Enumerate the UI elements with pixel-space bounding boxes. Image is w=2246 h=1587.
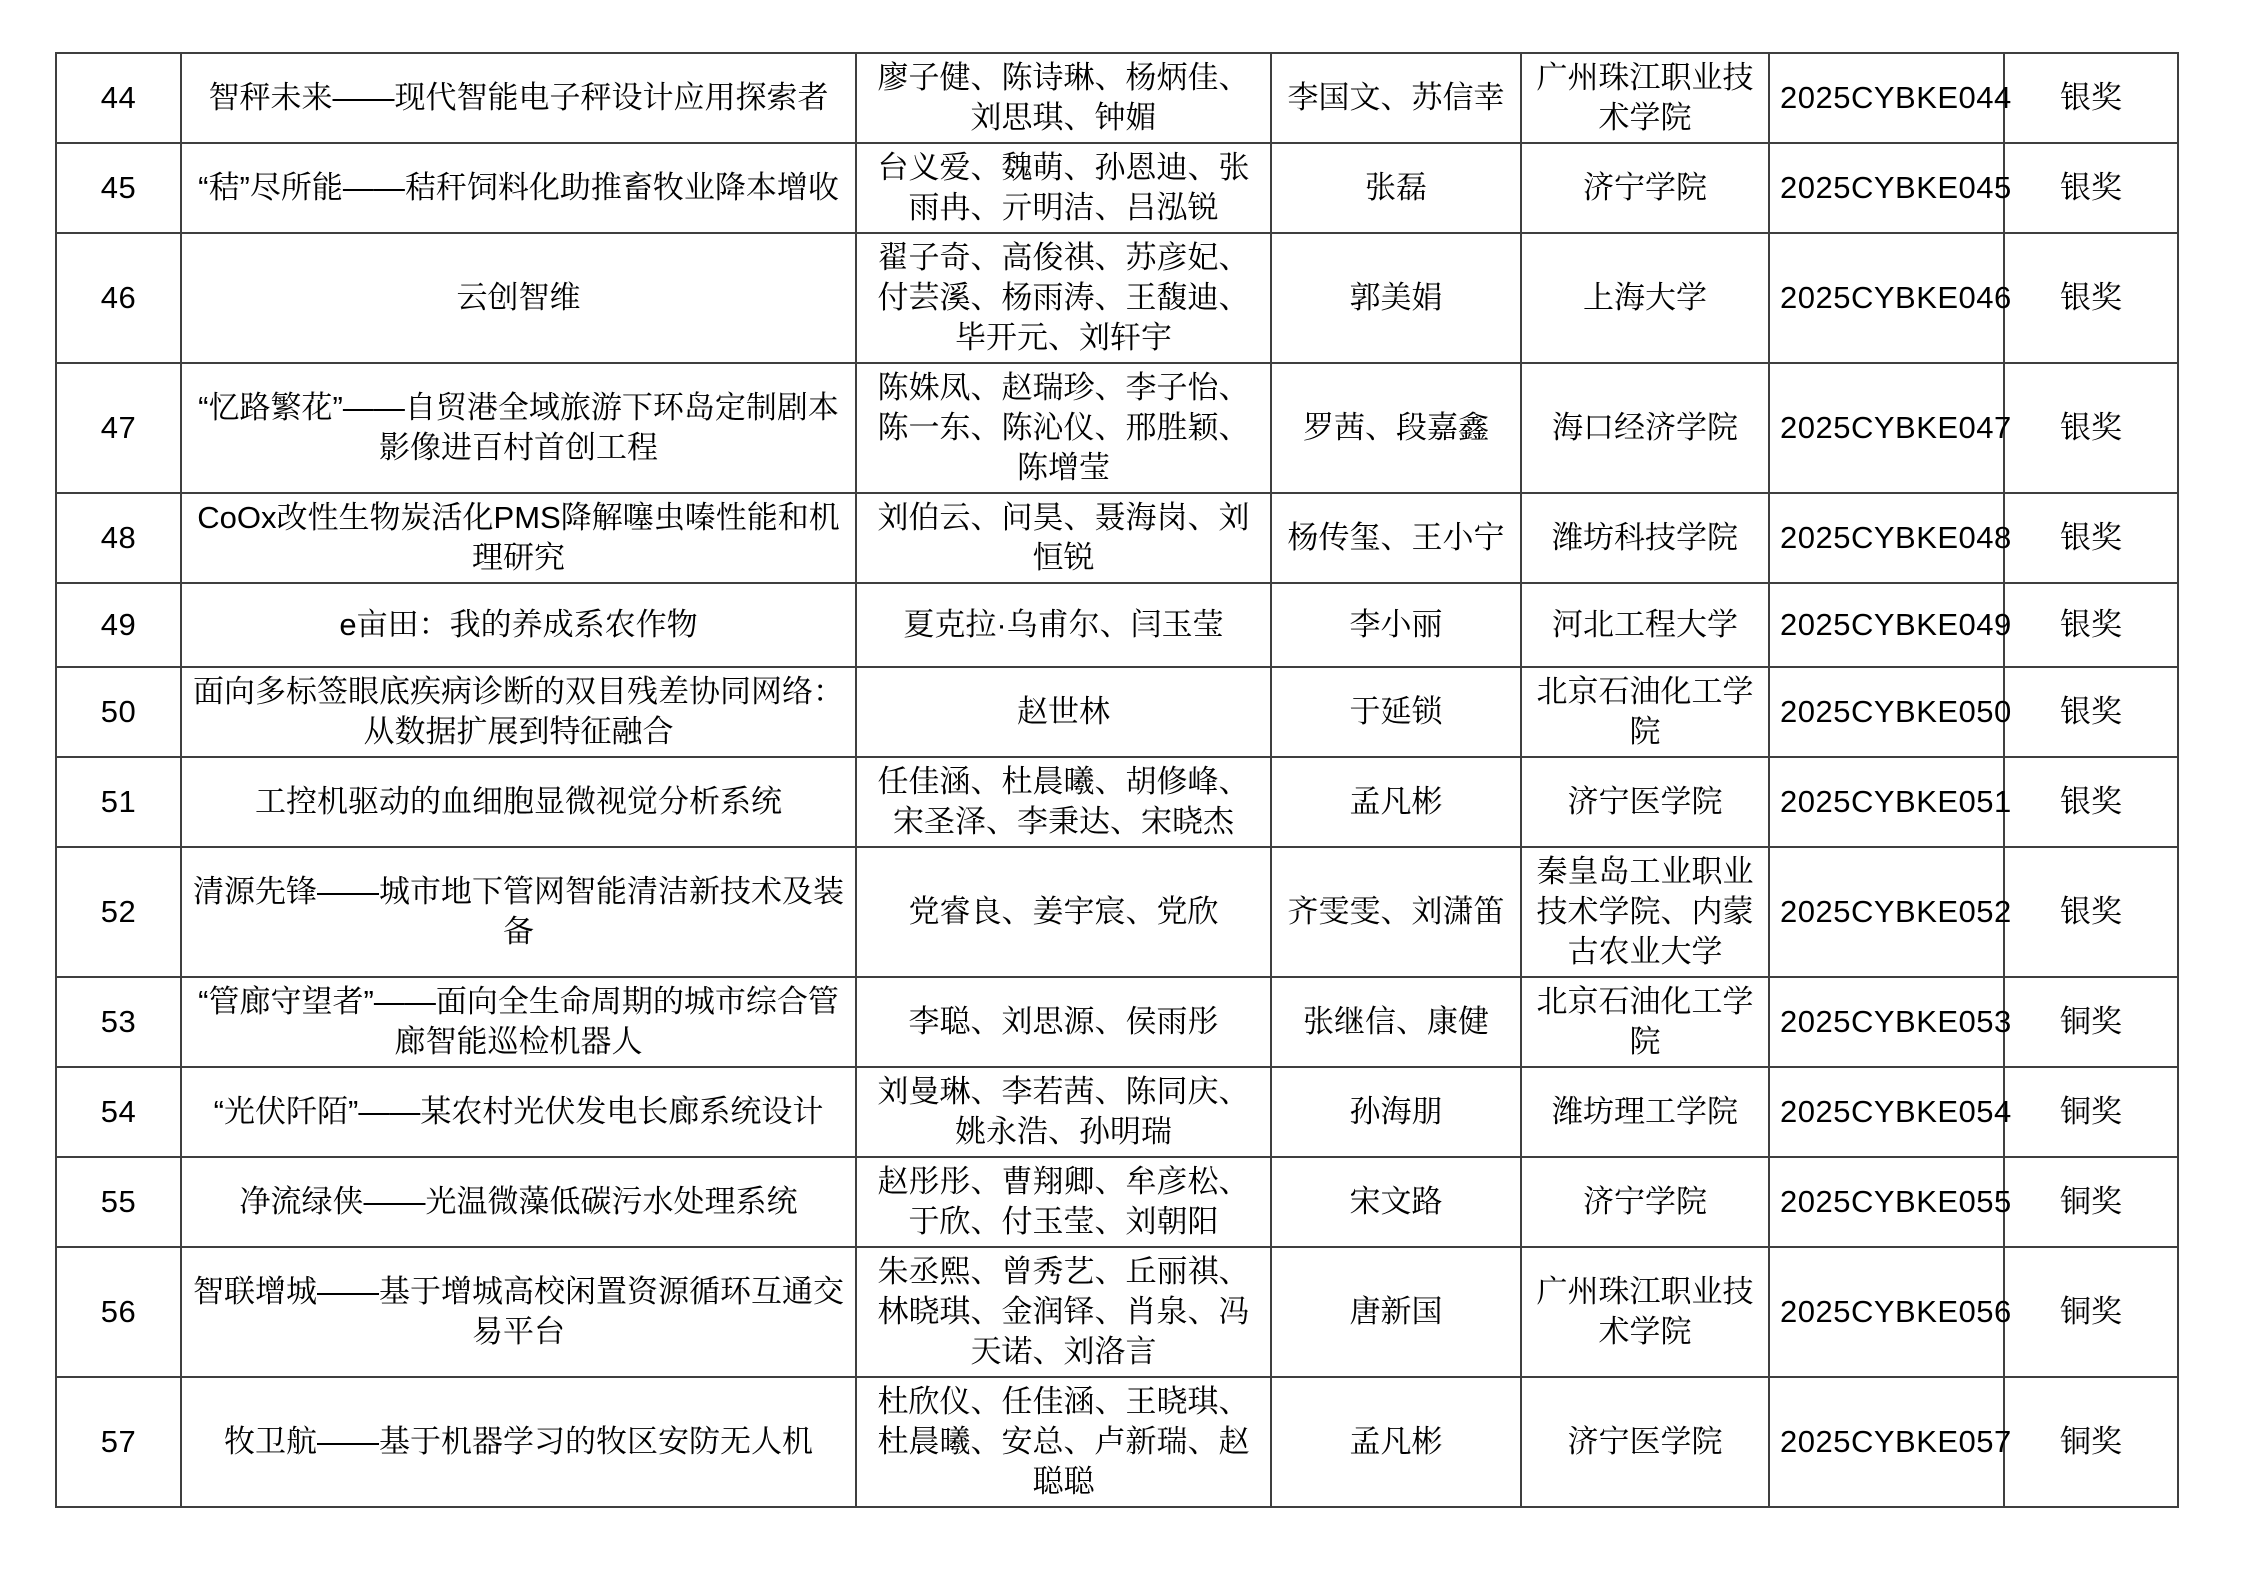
cell-award-level: 铜奖 xyxy=(2004,1067,2178,1157)
cell-school: 秦皇岛工业职业技术学院、内蒙古农业大学 xyxy=(1521,847,1769,977)
cell-advisors: 杨传玺、王小宁 xyxy=(1271,493,1521,583)
award-table xyxy=(55,52,2179,1508)
cell-award-level: 银奖 xyxy=(2004,667,2178,757)
cell-school: 河北工程大学 xyxy=(1521,583,1769,667)
cell-team-members: 翟子奇、高俊祺、苏彦妃、付芸溪、杨雨涛、王馥迪、毕开元、刘轩宇 xyxy=(856,233,1271,363)
cell-project-title: 云创智维 xyxy=(181,233,856,363)
cell-award-level: 银奖 xyxy=(2004,757,2178,847)
cell-project-code: 2025CYBKE050 xyxy=(1769,667,2004,757)
cell-award-level: 铜奖 xyxy=(2004,1247,2178,1377)
table-row xyxy=(56,847,2178,977)
cell-row-number: 55 xyxy=(56,1157,181,1247)
cell-award-level: 银奖 xyxy=(2004,363,2178,493)
cell-team-members: 刘伯云、问昊、聂海岗、刘恒锐 xyxy=(856,493,1271,583)
cell-project-title: CoOx改性生物炭活化PMS降解噻虫嗪性能和机理研究 xyxy=(181,493,856,583)
cell-team-members: 夏克拉·乌甫尔、闫玉莹 xyxy=(856,583,1271,667)
award-table-body xyxy=(56,53,2178,1507)
cell-project-title: 工控机驱动的血细胞显微视觉分析系统 xyxy=(181,757,856,847)
table-row xyxy=(56,757,2178,847)
table-row xyxy=(56,53,2178,143)
table-row xyxy=(56,233,2178,363)
table-row xyxy=(56,1377,2178,1507)
cell-project-title: “秸”尽所能——秸秆饲料化助推畜牧业降本增收 xyxy=(181,143,856,233)
cell-advisors: 于延锁 xyxy=(1271,667,1521,757)
cell-advisors: 郭美娟 xyxy=(1271,233,1521,363)
cell-school: 潍坊理工学院 xyxy=(1521,1067,1769,1157)
cell-school: 济宁医学院 xyxy=(1521,757,1769,847)
cell-school: 济宁学院 xyxy=(1521,1157,1769,1247)
cell-row-number: 54 xyxy=(56,1067,181,1157)
cell-team-members: 赵世林 xyxy=(856,667,1271,757)
cell-project-code: 2025CYBKE055 xyxy=(1769,1157,2004,1247)
table-row xyxy=(56,583,2178,667)
cell-project-title: 净流绿侠——光温微藻低碳污水处理系统 xyxy=(181,1157,856,1247)
cell-project-title: “光伏阡陌”——某农村光伏发电长廊系统设计 xyxy=(181,1067,856,1157)
cell-school: 济宁学院 xyxy=(1521,143,1769,233)
cell-team-members: 台义爱、魏萌、孙恩迪、张雨冉、亓明洁、吕泓锐 xyxy=(856,143,1271,233)
cell-advisors: 唐新国 xyxy=(1271,1247,1521,1377)
cell-project-code: 2025CYBKE053 xyxy=(1769,977,2004,1067)
cell-award-level: 银奖 xyxy=(2004,493,2178,583)
cell-advisors: 张继信、康健 xyxy=(1271,977,1521,1067)
cell-team-members: 陈姝凤、赵瑞珍、李子怡、陈一东、陈沁仪、邢胜颖、陈增莹 xyxy=(856,363,1271,493)
cell-project-code: 2025CYBKE047 xyxy=(1769,363,2004,493)
cell-row-number: 49 xyxy=(56,583,181,667)
cell-row-number: 51 xyxy=(56,757,181,847)
cell-team-members: 朱丞熙、曾秀艺、丘丽祺、林晓琪、金润铎、肖泉、冯天诺、刘洛言 xyxy=(856,1247,1271,1377)
table-row xyxy=(56,1067,2178,1157)
cell-award-level: 银奖 xyxy=(2004,583,2178,667)
cell-school: 上海大学 xyxy=(1521,233,1769,363)
cell-advisors: 罗茜、段嘉鑫 xyxy=(1271,363,1521,493)
cell-award-level: 银奖 xyxy=(2004,143,2178,233)
cell-team-members: 刘曼琳、李若茜、陈同庆、姚永浩、孙明瑞 xyxy=(856,1067,1271,1157)
cell-project-title: 面向多标签眼底疾病诊断的双目残差协同网络：从数据扩展到特征融合 xyxy=(181,667,856,757)
table-row xyxy=(56,363,2178,493)
cell-school: 济宁医学院 xyxy=(1521,1377,1769,1507)
cell-row-number: 53 xyxy=(56,977,181,1067)
cell-award-level: 铜奖 xyxy=(2004,977,2178,1067)
cell-project-code: 2025CYBKE051 xyxy=(1769,757,2004,847)
cell-advisors: 李小丽 xyxy=(1271,583,1521,667)
cell-school: 广州珠江职业技术学院 xyxy=(1521,53,1769,143)
cell-row-number: 48 xyxy=(56,493,181,583)
cell-project-code: 2025CYBKE045 xyxy=(1769,143,2004,233)
table-row xyxy=(56,1157,2178,1247)
cell-row-number: 46 xyxy=(56,233,181,363)
cell-row-number: 52 xyxy=(56,847,181,977)
cell-project-title: 牧卫航——基于机器学习的牧区安防无人机 xyxy=(181,1377,856,1507)
cell-team-members: 赵彤彤、曹翔卿、牟彦松、于欣、付玉莹、刘朝阳 xyxy=(856,1157,1271,1247)
cell-advisors: 李国文、苏信幸 xyxy=(1271,53,1521,143)
cell-school: 广州珠江职业技术学院 xyxy=(1521,1247,1769,1377)
cell-project-title: “忆路繁花”——自贸港全域旅游下环岛定制剧本影像进百村首创工程 xyxy=(181,363,856,493)
table-row xyxy=(56,667,2178,757)
cell-school: 海口经济学院 xyxy=(1521,363,1769,493)
cell-row-number: 50 xyxy=(56,667,181,757)
cell-advisors: 孟凡彬 xyxy=(1271,1377,1521,1507)
cell-project-title: 智秤未来——现代智能电子秤设计应用探索者 xyxy=(181,53,856,143)
cell-advisors: 张磊 xyxy=(1271,143,1521,233)
cell-project-code: 2025CYBKE044 xyxy=(1769,53,2004,143)
cell-row-number: 57 xyxy=(56,1377,181,1507)
cell-advisors: 孟凡彬 xyxy=(1271,757,1521,847)
cell-advisors: 孙海朋 xyxy=(1271,1067,1521,1157)
table-row xyxy=(56,1247,2178,1377)
cell-row-number: 45 xyxy=(56,143,181,233)
cell-school: 北京石油化工学院 xyxy=(1521,667,1769,757)
cell-project-code: 2025CYBKE049 xyxy=(1769,583,2004,667)
cell-advisors: 齐雯雯、刘潇笛 xyxy=(1271,847,1521,977)
cell-row-number: 47 xyxy=(56,363,181,493)
cell-project-title: “管廊守望者”——面向全生命周期的城市综合管廊智能巡检机器人 xyxy=(181,977,856,1067)
cell-team-members: 任佳涵、杜晨曦、胡修峰、宋圣泽、李秉达、宋晓杰 xyxy=(856,757,1271,847)
cell-team-members: 李聪、刘思源、侯雨彤 xyxy=(856,977,1271,1067)
cell-team-members: 廖子健、陈诗琳、杨炳佳、刘思琪、钟媚 xyxy=(856,53,1271,143)
table-row xyxy=(56,977,2178,1067)
table-row xyxy=(56,493,2178,583)
cell-project-code: 2025CYBKE056 xyxy=(1769,1247,2004,1377)
cell-project-code: 2025CYBKE046 xyxy=(1769,233,2004,363)
cell-project-title: 智联增城——基于增城高校闲置资源循环互通交易平台 xyxy=(181,1247,856,1377)
cell-award-level: 银奖 xyxy=(2004,233,2178,363)
cell-project-code: 2025CYBKE048 xyxy=(1769,493,2004,583)
cell-row-number: 56 xyxy=(56,1247,181,1377)
cell-project-title: e亩田：我的养成系农作物 xyxy=(181,583,856,667)
cell-team-members: 杜欣仪、任佳涵、王晓琪、杜晨曦、安总、卢新瑞、赵聪聪 xyxy=(856,1377,1271,1507)
cell-project-code: 2025CYBKE052 xyxy=(1769,847,2004,977)
cell-award-level: 银奖 xyxy=(2004,847,2178,977)
cell-team-members: 党睿良、姜宇宸、党欣 xyxy=(856,847,1271,977)
cell-award-level: 铜奖 xyxy=(2004,1157,2178,1247)
cell-row-number: 44 xyxy=(56,53,181,143)
cell-award-level: 银奖 xyxy=(2004,53,2178,143)
cell-award-level: 铜奖 xyxy=(2004,1377,2178,1507)
cell-school: 北京石油化工学院 xyxy=(1521,977,1769,1067)
cell-project-code: 2025CYBKE054 xyxy=(1769,1067,2004,1157)
cell-advisors: 宋文路 xyxy=(1271,1157,1521,1247)
cell-project-code: 2025CYBKE057 xyxy=(1769,1377,2004,1507)
cell-project-title: 清源先锋——城市地下管网智能清洁新技术及装备 xyxy=(181,847,856,977)
cell-school: 潍坊科技学院 xyxy=(1521,493,1769,583)
table-row xyxy=(56,143,2178,233)
